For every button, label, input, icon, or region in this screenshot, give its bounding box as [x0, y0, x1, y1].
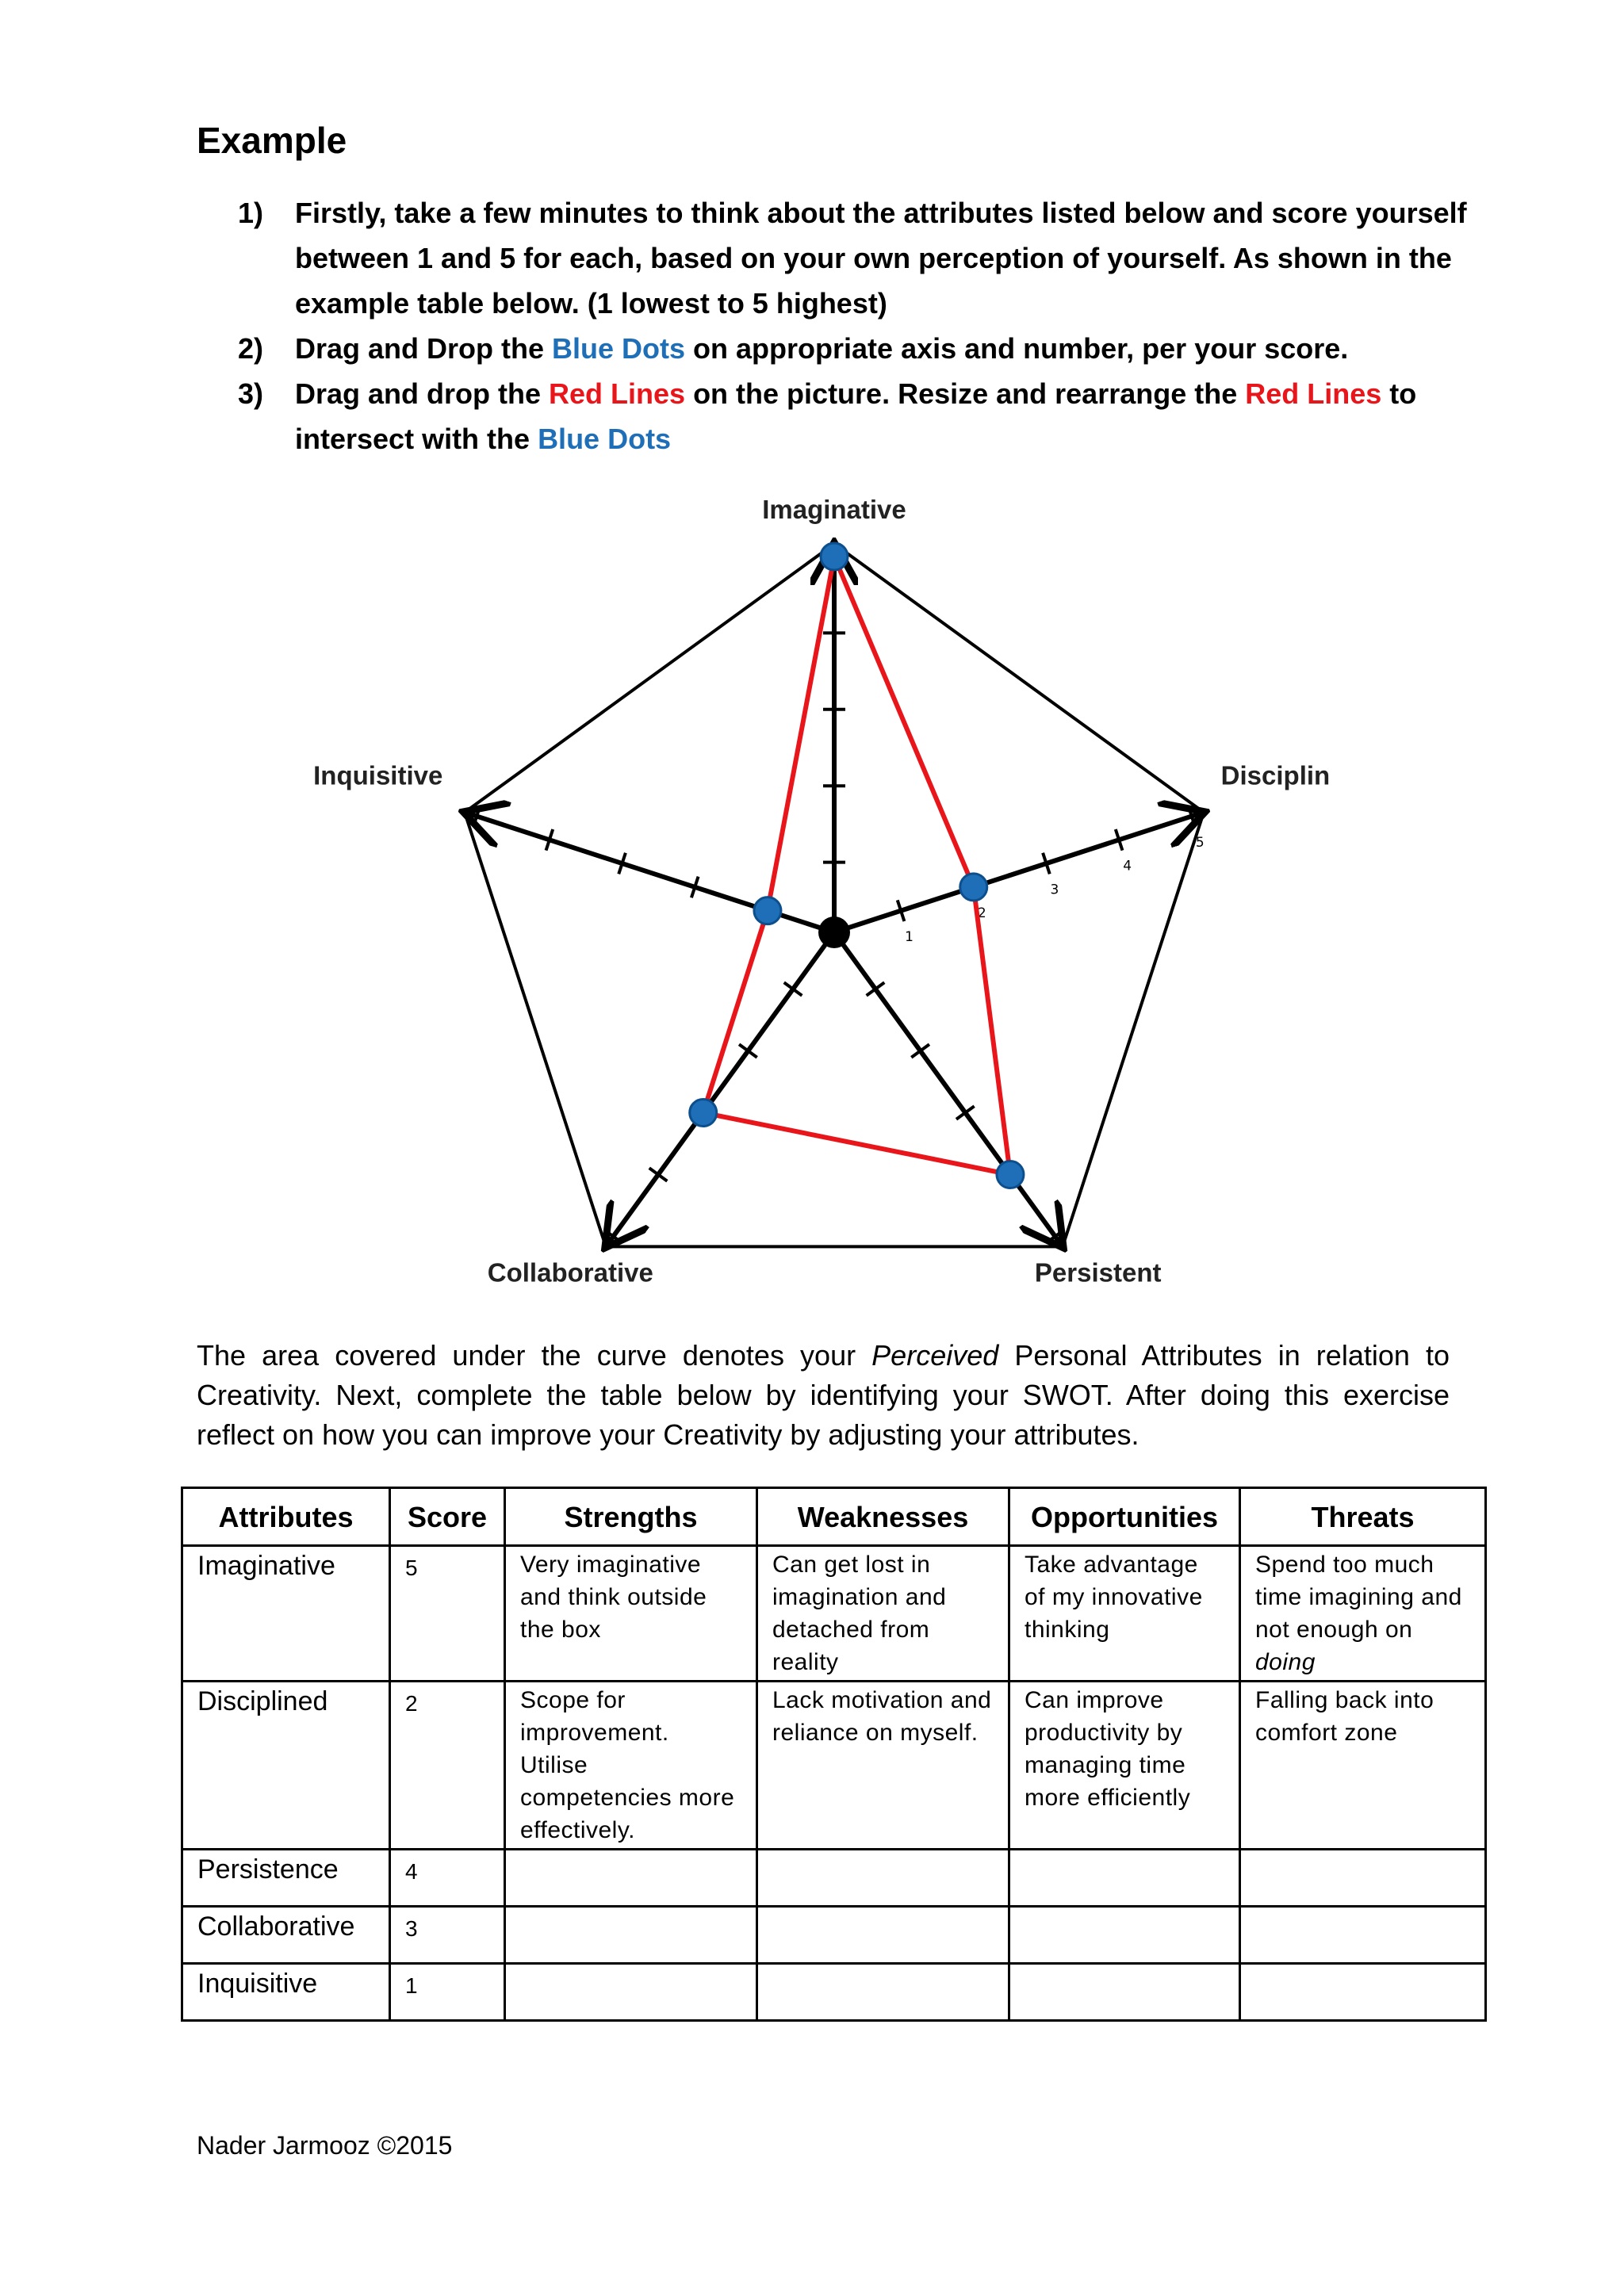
step-number: 3) — [238, 377, 264, 410]
blue-dots-label: Blue Dots — [552, 332, 686, 365]
center-dot — [818, 916, 850, 948]
axis-tick — [1046, 1230, 1064, 1242]
step-number: 2) — [238, 332, 264, 365]
axis-line-collaborative — [607, 932, 834, 1244]
axis-tick — [956, 1106, 975, 1119]
cell-strengths[interactable] — [505, 1964, 757, 2021]
blue-dot-disciplin — [960, 874, 987, 901]
threats-italic: doing — [1255, 1649, 1316, 1675]
description-text: The area covered under the curve denotes your — [197, 1339, 872, 1372]
radar-chart — [313, 495, 1331, 1308]
tick-label: 3 — [1050, 882, 1059, 898]
axis-tick — [649, 1168, 668, 1181]
cell-score: 2 — [390, 1682, 505, 1850]
cell-attribute: Imaginative — [182, 1546, 390, 1682]
cell-strengths[interactable] — [505, 1850, 757, 1907]
cell-weaknesses: Can get lost in imagination and detached from reality — [757, 1546, 1009, 1682]
threats-text: Spend too much time imagining and not enough on — [1255, 1552, 1462, 1643]
step-text: on the picture. Resize and rearrange the — [685, 377, 1246, 410]
instruction-step-3 — [238, 371, 1475, 461]
table-header-row — [182, 1488, 1486, 1546]
table-row — [182, 1682, 1486, 1850]
step-text: on appropriate axis and number, per your score. — [685, 332, 1349, 365]
table-row — [182, 1964, 1486, 2021]
cell-opportunities[interactable] — [1009, 1850, 1240, 1907]
axis-label-persistent: Persistent — [1034, 1257, 1162, 1288]
blue-dot-inquisitive — [754, 897, 781, 924]
cell-threats[interactable] — [1240, 1964, 1486, 2021]
description-text: Personal Attributes in relation to Creativity. Next, complete the table below by identifying your SWOT. After doing this exercise reflect on how you can improve your Creativity by adjusting your attributes. — [197, 1339, 1450, 1451]
cell-threats — [1240, 1682, 1486, 1850]
cell-threats[interactable] — [1240, 1907, 1486, 1964]
cell-score: 3 — [390, 1907, 505, 1964]
axis-tick — [784, 982, 802, 995]
axis-label-collaborative: Collaborative — [487, 1257, 653, 1288]
header-opportunities: Opportunities — [1009, 1488, 1240, 1546]
header-strengths: Strengths — [505, 1488, 757, 1546]
step-number: 1) — [238, 197, 264, 229]
instruction-step-2 — [238, 326, 1475, 371]
cell-score: 1 — [390, 1964, 505, 2021]
blue-dot-imaginative — [821, 543, 848, 570]
footer-copyright: Nader Jarmooz ©2015 — [197, 2131, 453, 2160]
header-weaknesses: Weaknesses — [757, 1488, 1009, 1546]
cell-weaknesses: Lack motivation and reliance on myself. — [757, 1682, 1009, 1850]
cell-weaknesses[interactable] — [757, 1964, 1009, 2021]
swot-table — [181, 1487, 1487, 2022]
cell-opportunities[interactable] — [1009, 1964, 1240, 2021]
cell-strengths: Scope for improvement. Utilise competencies more effectively. — [505, 1682, 757, 1850]
blue-dot-persistent — [997, 1161, 1024, 1188]
step-text: Firstly, take a few minutes to think about the attributes listed below and score yourself between 1 and 5 for each, based on your own perception of yourself. As shown in the example table below. (1 lowest to 5 highest) — [295, 197, 1467, 320]
cell-attribute: Disciplined — [182, 1682, 390, 1850]
cell-score: 5 — [390, 1546, 505, 1682]
step-text: to intersect with the — [295, 377, 1417, 455]
description-paragraph — [197, 1336, 1450, 1455]
red-lines-label: Red Lines — [549, 377, 686, 410]
table-row — [182, 1850, 1486, 1907]
tick-label: 1 — [905, 929, 914, 946]
cell-opportunities: Take advantage of my innovative thinking — [1009, 1546, 1240, 1682]
cell-attribute: Collaborative — [182, 1907, 390, 1964]
cell-weaknesses[interactable] — [757, 1850, 1009, 1907]
axis-tick — [604, 1230, 622, 1242]
header-score: Score — [390, 1488, 505, 1546]
radar-chart-svg — [313, 495, 1331, 1308]
cell-threats[interactable] — [1240, 1850, 1486, 1907]
blue-dot-collaborative — [690, 1099, 717, 1126]
instruction-step-1 — [238, 190, 1475, 326]
axis-label-inquisitive: Inquisitive — [313, 760, 443, 790]
cell-strengths: Very imaginative and think outside the box — [505, 1546, 757, 1682]
header-attributes: Attributes — [182, 1488, 390, 1546]
step-text: Drag and drop the — [295, 377, 550, 410]
header-threats: Threats — [1240, 1488, 1486, 1546]
description-italic: Perceived — [871, 1339, 999, 1372]
axis-tick — [739, 1044, 757, 1057]
cell-score: 4 — [390, 1850, 505, 1907]
red-lines — [703, 557, 1010, 1174]
cell-attribute: Persistence — [182, 1850, 390, 1907]
red-lines-label: Red Lines — [1245, 377, 1382, 410]
table-row — [182, 1546, 1486, 1682]
cell-threats — [1240, 1546, 1486, 1682]
tick-label: 2 — [977, 905, 986, 922]
axis-tick — [867, 982, 885, 995]
cell-opportunities[interactable] — [1009, 1907, 1240, 1964]
tick-label: 4 — [1123, 858, 1132, 874]
axis-line-disciplin — [834, 813, 1201, 932]
threats-text: Falling back into comfort zone — [1255, 1687, 1434, 1746]
axis-label-disciplin: Disciplin — [1220, 760, 1331, 790]
axis-tick — [911, 1044, 929, 1057]
tick-label: 5 — [1195, 834, 1205, 851]
instructions-list — [238, 190, 1475, 461]
table-row — [182, 1907, 1486, 1964]
cell-weaknesses[interactable] — [757, 1907, 1009, 1964]
blue-dots-label: Blue Dots — [538, 423, 672, 455]
cell-attribute: Inquisitive — [182, 1964, 390, 2021]
axis-line-persistent — [834, 932, 1061, 1244]
cell-strengths[interactable] — [505, 1907, 757, 1964]
axis-label-imaginative: Imaginative — [762, 495, 906, 524]
page-title: Example — [197, 120, 347, 161]
cell-opportunities: Can improve productivity by managing time more efficiently — [1009, 1682, 1240, 1850]
step-text: Drag and Drop the — [295, 332, 553, 365]
